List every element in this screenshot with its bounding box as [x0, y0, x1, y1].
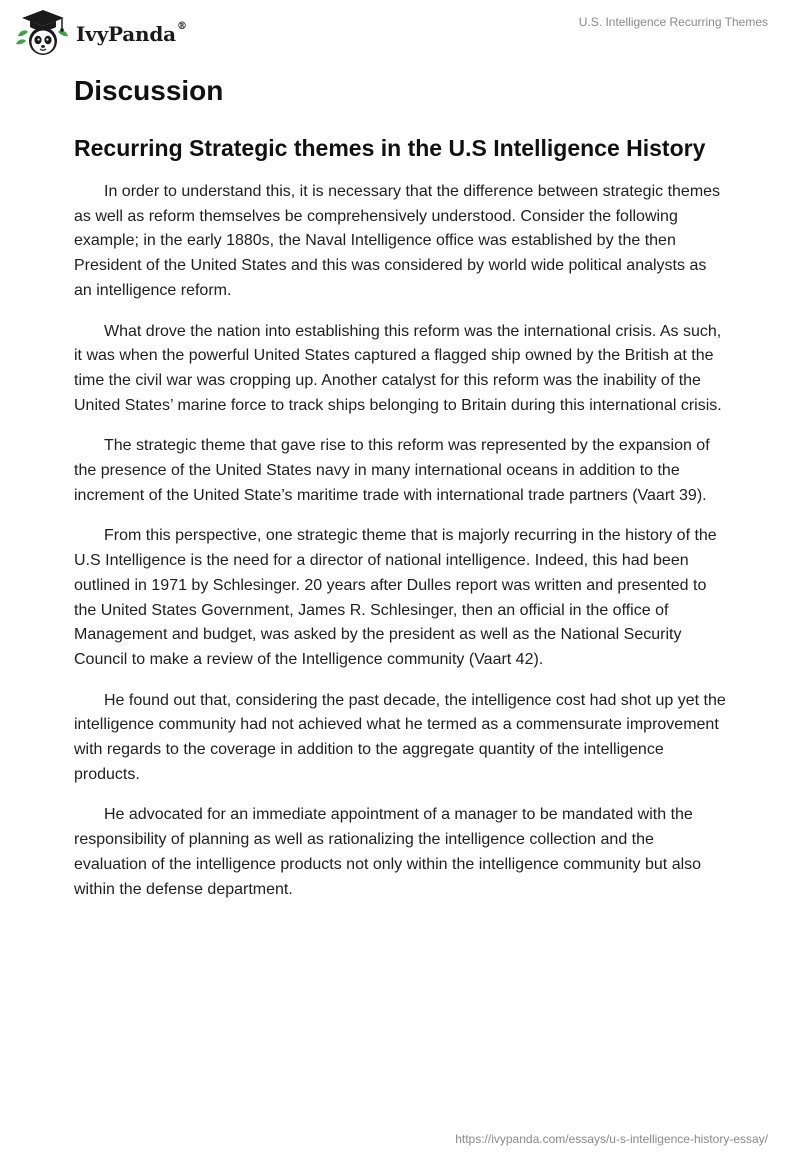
brand-name: IvyPanda®: [76, 21, 187, 46]
article-body: [74, 72, 728, 902]
paragraph-5: He found out that, considering the past decade, the intelligence cost had shot up yet the intelligence community had not achieved what he termed as a commensurate improvement with regards to the coverage in addition to the aggregate quantity of the intelligence products.: [74, 691, 726, 783]
section-title: Discussion: [74, 75, 224, 106]
paragraph-6: He advocated for an immediate appointment of a manager to be mandated with the responsibility of planning as well as rationalizing the intelligence collection and the evaluation of the intelligence products not only within the intelligence community but also within the defense department.: [74, 806, 702, 898]
page-header-title: U.S. Intelligence Recurring Themes: [578, 15, 768, 29]
subsection-title: Recurring Strategic themes in the U.S Intelligence History: [74, 135, 706, 161]
paragraph-4: From this perspective, one strategic theme that is majorly recurring in the history of the U.S Intelligence is the need for a director of national intelligence. Indeed, this had been outlined in 1971 by Schlesinger. 20 years after Dulles report was written and presented to the United States Government, James R. Schlesinger, then an official in the office of Management and budget, was asked by the president as well as the National Security Council to make a review of the Intelligence community (Vaart 42).: [74, 527, 717, 668]
source-url-link[interactable]: https://ivypanda.com/essays/u-s-intelligence-history-essay/: [455, 1132, 768, 1146]
page-header: [0, 0, 800, 60]
ivypanda-logo[interactable]: [14, 8, 187, 58]
panda-graduate-icon: [14, 8, 72, 58]
paragraph-1: In order to understand this, it is necessary that the difference between strategic themes as well as reform themselves be comprehensively understood. Consider the following example; in the early 1880s, the Naval Intelligence office was established by the then President of the United States and this was considered by world wide political analysts as an intelligence reform.: [74, 183, 721, 299]
paragraph-2: What drove the nation into establishing this reform was the international crisis. As such, it was when the powerful United States captured a flagged ship owned by the British at the time the civil war was cropping up. Another catalyst for this reform was the inability of the United States’ marine force to track ships belonging to Britain during this international crisis.: [74, 322, 722, 414]
paragraph-3: The strategic theme that gave rise to this reform was represented by the expansion of the presence of the United States navy in many international oceans in addition to the increment of the United State’s maritime trade with international trade partners (Vaart 39).: [74, 437, 710, 504]
registered-mark: ®: [176, 21, 187, 33]
